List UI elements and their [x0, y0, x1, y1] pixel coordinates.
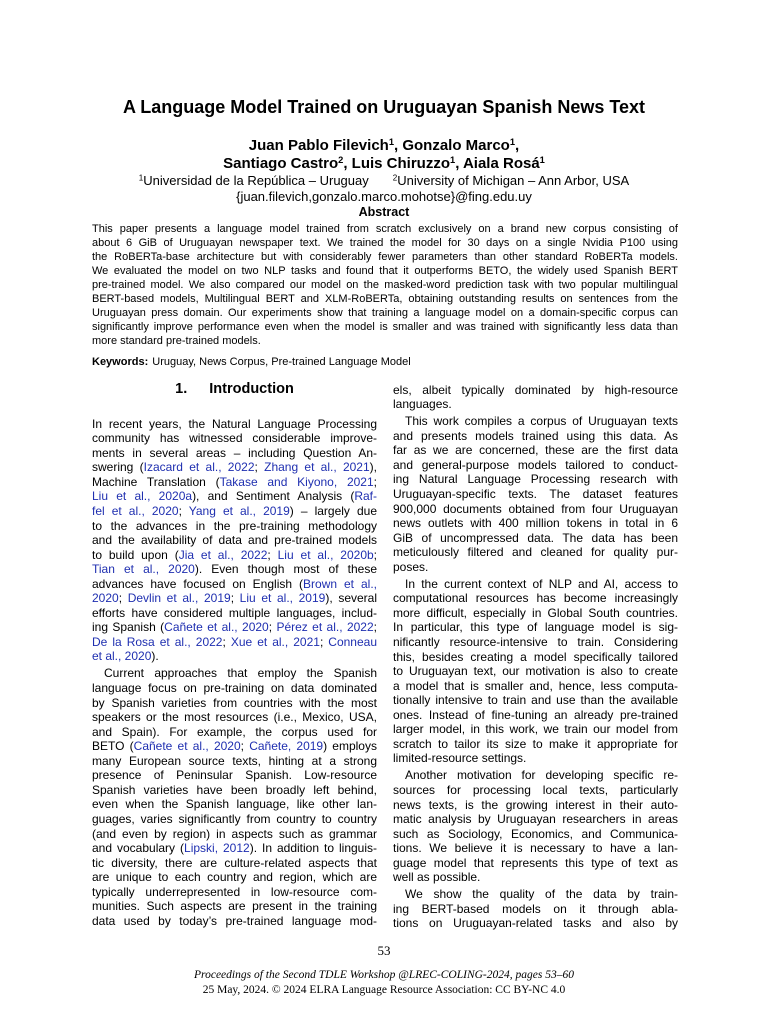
- text-line: munities. Such aspects are present in the training: [92, 899, 377, 914]
- citation-link[interactable]: Izacard et al., 2022: [143, 460, 255, 475]
- text-line: news texts, is the growing interest in their auto-: [393, 797, 678, 812]
- citation-link[interactable]: fel et al., 2020: [92, 503, 179, 518]
- abstract-line: Uruguayan press domain. Our experiments show that training a language model on a domain-specific corpus can: [92, 307, 678, 319]
- text-line: 900,000 documents obtained from four Uruguayan: [393, 501, 678, 516]
- text-line: efforts have considered multiple languages, includ-: [92, 605, 377, 620]
- text-line: Uruguayan-specific texts. The dataset features: [393, 487, 678, 502]
- text-line: and presents models trained using this data. As: [393, 428, 678, 443]
- text-line: ing Natural Language Processing research with: [393, 472, 678, 487]
- text-line: Spanish varieties have been broadly left behind,: [92, 782, 377, 797]
- text-line: language focus on pre-training on data dominated: [92, 681, 377, 696]
- abstract-line: more standard pre-trained models.: [92, 335, 261, 347]
- text-line: Liu et al., 2020a), and Sentiment Analysis (Raf-: [92, 489, 378, 504]
- text-line: We show the quality of the data by train-: [405, 887, 678, 902]
- citation-link[interactable]: Cañete, 2019: [249, 739, 324, 754]
- text-line: matic analysis by Uruguayan researchers in areas: [393, 812, 678, 827]
- text-line: advances have focused on English (Brown et al.,: [92, 576, 377, 591]
- text-line: BETO (Cañete et al., 2020; Cañete, 2019) employs: [92, 739, 377, 754]
- citation-link[interactable]: Lipski, 2012: [184, 841, 250, 856]
- abstract-line: significantly improve performance even when the model is smaller and was trained with significantly less data than: [92, 321, 678, 333]
- affiliation-1: [139, 173, 369, 188]
- citation-link[interactable]: Cañete et al., 2020: [164, 620, 269, 635]
- keywords-label: Keywords:: [92, 356, 149, 368]
- paper-title: A Language Model Trained on Uruguayan Spanish News Text: [122, 97, 646, 117]
- paragraph: [92, 417, 377, 664]
- left-column: [92, 417, 377, 929]
- text-line: computational resources has become increasingly: [393, 591, 678, 606]
- text-line: els, albeit typically dominated by high-resource: [393, 382, 678, 397]
- text-line: poses.: [393, 559, 429, 574]
- text-line: are unique to each country and region, which are: [92, 870, 377, 885]
- paragraph: [92, 666, 377, 928]
- affiliation-mark: 2: [338, 154, 344, 165]
- affiliation-mark: 2: [392, 173, 398, 183]
- text-line: guages, varies significantly from country to country: [92, 811, 377, 826]
- citation-link[interactable]: Takase and Kiyono, 2021: [219, 474, 374, 489]
- text-line: 2020; Devlin et al., 2019; Liu et al., 2019), several: [92, 591, 378, 606]
- text-line: and general-purpose models tailored to conduct-: [393, 457, 678, 472]
- text-line: a model that is smaller and, hence, less computa-: [393, 678, 678, 693]
- text-line: Current approaches that employ the Spanish: [104, 666, 377, 681]
- text-line: ing Spanish (Cañete et al., 2020; Pérez et al., 2022;: [92, 620, 377, 635]
- text-line: tions. We believe it is necessary to have a lan-: [393, 841, 678, 856]
- affiliation-text: Universidad de la República – Uruguay: [143, 173, 369, 188]
- section-title: Introduction: [209, 381, 294, 397]
- text-line: nificantly resource-intensive to train. Considering: [393, 634, 678, 649]
- abstract-line: the RoBERTa-base architecture but with considerably fewer parameters than other standard RoBERTa models.: [92, 251, 678, 263]
- text-line: such as Sociology, Economics, and Communica-: [393, 826, 678, 841]
- text-line: and vocabulary (Lipski, 2012). In addition to linguis-: [92, 841, 378, 856]
- author-line: Juan Pablo Filevich$^1$, Gonzalo Marco$^1$,: [248, 136, 520, 154]
- text-line: Machine Translation (Takase and Kiyono, 2021;: [92, 474, 377, 489]
- text-line: scratch to tailor its size to make it appropriate for: [393, 736, 678, 751]
- citation-link[interactable]: Yang et al., 2019: [188, 503, 290, 518]
- citation-link[interactable]: Devlin et al., 2019: [127, 591, 231, 606]
- abstract-line: pre-trained model. We also compared our model on the masked-word prediction task with two popular multilingual: [92, 279, 678, 291]
- abstract-heading: Abstract: [358, 205, 410, 219]
- affiliation-mark: 1: [450, 154, 456, 165]
- text-line: tions on Uruguayan-related tasks and also by: [393, 916, 678, 931]
- affiliation-text: University of Michigan – Ann Arbor, USA: [397, 173, 630, 188]
- paragraph: [393, 768, 678, 884]
- text-line: fel et al., 2020; Yang et al., 2019) – largely due: [92, 503, 377, 518]
- footer-proceedings: Proceedings of the Second TDLE Workshop @LREC-COLING-2024, pages 53–60: [194, 968, 574, 981]
- text-line: more difficult, especially in Global South countries.: [393, 605, 678, 620]
- text-line: In recent years, the Natural Language Processing: [92, 416, 377, 431]
- keywords-text: Uruguay, News Corpus, Pre-trained Language Model: [152, 356, 411, 368]
- text-line: many European source texts, hinting at a strong: [92, 753, 377, 768]
- text-line: to build upon (Jia et al., 2022; Liu et al., 2020b;: [92, 547, 378, 562]
- citation-link[interactable]: De la Rosa et al., 2022: [92, 634, 223, 649]
- citation-link[interactable]: 2020: [92, 591, 119, 606]
- citation-link[interactable]: Conneau: [328, 634, 378, 649]
- text-line: and Spain). For example, the corpus used for: [92, 724, 377, 739]
- text-line: ing BERT-based models on it through abla-: [393, 901, 678, 916]
- text-line: larger model, in this work, we train our model from: [393, 722, 678, 737]
- keywords: [92, 355, 678, 369]
- affiliations: [0, 173, 768, 189]
- citation-link[interactable]: Tian et al., 2020: [92, 562, 195, 577]
- citation-link[interactable]: Xue et al., 2021: [230, 634, 320, 649]
- text-line: De la Rosa et al., 2022; Xue et al., 2021; Conneau: [92, 634, 378, 649]
- page-number: 53: [377, 943, 391, 958]
- abstract-line: about 6 GiB of Uruguayan newspaper text. We trained the model for 30 days on a single Nvidia P100 using: [92, 237, 678, 249]
- text-line: data used by today’s pre-trained language mod-: [92, 913, 377, 928]
- text-line: Tian et al., 2020). Even though most of these: [92, 562, 377, 577]
- text-line: presence of Peninsular Spanish. Low-resource: [92, 768, 377, 783]
- text-line: Another motivation for developing specific re-: [405, 768, 678, 783]
- citation-link[interactable]: Cañete et al., 2020: [133, 739, 241, 754]
- text-line: far as we are concerned, these are the first data: [393, 443, 678, 458]
- affiliation-mark: 1: [138, 173, 144, 183]
- text-line: tionally intensive to train and use than the available: [393, 693, 678, 708]
- text-line: (and even by region) in aspects such as grammar: [92, 826, 377, 841]
- text-line: typically underrepresented in low-resource com-: [92, 884, 377, 899]
- text-line: well as possible.: [393, 870, 481, 885]
- citation-link[interactable]: Pérez et al., 2022: [276, 620, 374, 635]
- text-line: limited-resource settings.: [393, 751, 527, 766]
- paragraph: [393, 887, 678, 931]
- affiliation-mark: 1: [509, 136, 516, 147]
- text-line: guage model that represents this type of text as: [393, 855, 678, 870]
- text-line: GiB of uncompressed data. The data has been: [393, 530, 678, 545]
- text-line: and the availability of data and pre-trained models: [92, 533, 377, 548]
- abstract-body: [92, 222, 678, 348]
- text-line: swering (Izacard et al., 2022; Zhang et al., 2021),: [92, 460, 377, 475]
- text-line: tic diversity, there are culture-related aspects that: [92, 855, 377, 870]
- text-line: speakers or the most resources (i.e., Mexico, USA,: [92, 710, 377, 725]
- paragraph: [393, 577, 678, 766]
- citation-link[interactable]: Jia et al., 2022: [178, 547, 268, 562]
- paragraph: [393, 414, 678, 574]
- citation-link[interactable]: Liu et al., 2020a: [92, 489, 193, 504]
- abstract-line: We evaluated the model on two NLP tasks and found that it outperforms BETO, the widely used Spanish BERT: [92, 265, 678, 277]
- text-line: meticulously filtered and cleaned for quality pur-: [393, 545, 678, 560]
- citation-link[interactable]: Liu et al., 2019: [239, 591, 326, 606]
- abstract-line: BERT-based models, Multilingual BERT and XLM-RoBERTa, obtaining outstanding results on sentences from the: [92, 293, 678, 305]
- affiliation-2: [393, 173, 629, 188]
- section-number: 1.: [175, 381, 188, 397]
- text-line: In the current context of NLP and AI, access to: [405, 576, 678, 591]
- author-line: Santiago Castro$^2$, Luis Chiruzzo$^1$, Aiala Rosá$^1$: [223, 154, 545, 172]
- citation-link[interactable]: Raf-: [354, 489, 378, 504]
- text-line: In particular, this type of language model is sig-: [393, 620, 678, 635]
- footer-license: 25 May, 2024. © 2024 ELRA Language Resource Association: CC BY-NC 4.0: [202, 983, 566, 996]
- author-emails: {juan.filevich,gonzalo.marco.mohotse}@fing.edu.uy: [236, 189, 532, 204]
- text-line: et al., 2020).: [92, 649, 159, 664]
- text-line: This work compiles a corpus of Uruguayan texts: [405, 414, 678, 429]
- text-line: ments in several areas – including Question An-: [92, 445, 377, 460]
- citation-link[interactable]: Zhang et al., 2021: [264, 460, 370, 475]
- text-line: sources for processing local texts, particularly: [393, 782, 678, 797]
- author-list: [0, 137, 768, 173]
- section-heading: [92, 380, 377, 398]
- text-line: ones. Instead of fine-tuning an already pre-trained: [393, 707, 678, 722]
- paragraph: [393, 383, 678, 412]
- affiliation-mark: 1: [539, 154, 545, 165]
- abstract-line: This paper presents a language model trained from scratch exclusively on a brand new corpus consisting of: [92, 223, 678, 235]
- citation-link[interactable]: Liu et al., 2020b: [277, 547, 374, 562]
- text-line: to Uruguayan text, our motivation is also to create: [393, 664, 678, 679]
- text-line: even when the Spanish language, like other lan-: [92, 797, 377, 812]
- text-line: by Spanish varieties from countries with the most: [92, 695, 377, 710]
- text-line: to the advances in the pre-training methodology: [92, 518, 377, 533]
- text-line: community has witnessed considerable improve-: [92, 431, 377, 446]
- text-line: languages.: [393, 397, 452, 412]
- citation-link[interactable]: et al., 2020: [92, 649, 152, 664]
- right-column: [393, 383, 678, 931]
- text-line: news outlets with 400 million tokens in total in 6: [393, 516, 678, 531]
- text-line: this, besides creating a model specifically tailored: [393, 649, 678, 664]
- citation-link[interactable]: Brown et al.,: [303, 576, 377, 591]
- affiliation-mark: 1: [388, 136, 394, 147]
